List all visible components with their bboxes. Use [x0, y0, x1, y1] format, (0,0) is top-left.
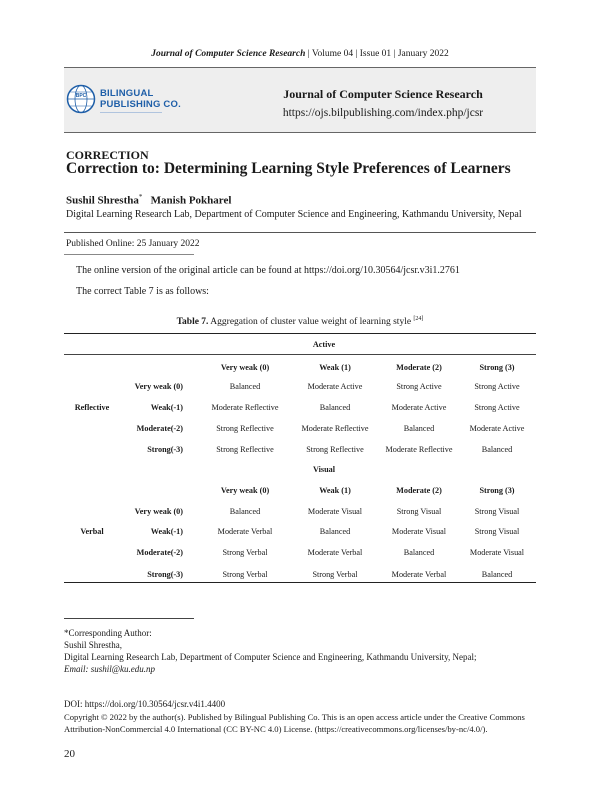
author-2: Manish Pokharel	[150, 194, 232, 207]
group2-table-cell: Balanced	[481, 570, 513, 579]
group2-table-cell: Moderate Visual	[391, 527, 447, 536]
page-number: 20	[64, 748, 75, 760]
logo-text-line1: BILINGUAL	[100, 88, 154, 99]
footnote-rule	[64, 618, 194, 619]
running-head-details: | Volume 04 | Issue 01 | January 2022	[305, 49, 449, 59]
group1-table-cell: Moderate Reflective	[211, 403, 279, 412]
group2-table-cell: Moderate Verbal	[217, 527, 273, 536]
group1-title: Active	[312, 340, 336, 349]
journal-title: Journal of Computer Science Research	[283, 87, 483, 101]
group2-column-header: Weak (1)	[319, 486, 351, 495]
group1-table-cell: Strong Reflective	[306, 445, 364, 454]
group1-row-label: Strong(-3)	[147, 445, 183, 454]
group1-axis-label: Reflective	[74, 403, 110, 412]
article-title: Correction to: Determining Learning Style Preferences of Learners	[66, 160, 511, 177]
published-date: Published Online: 25 January 2022	[66, 239, 200, 249]
group2-table-cell: Strong Verbal	[312, 570, 358, 579]
group2-column-header: Strong (3)	[479, 486, 515, 495]
author-1: Sushil Shrestha	[66, 194, 139, 207]
group1-column-header: Very weak (0)	[220, 363, 270, 372]
group1-row-label: Moderate(-2)	[136, 424, 183, 433]
group2-table-cell: Strong Verbal	[222, 570, 268, 579]
group1-table-cell: Strong Active	[474, 403, 520, 412]
footnote-email[interactable]	[64, 664, 155, 674]
group1-table-cell: Strong Reflective	[216, 424, 274, 433]
group2-table-cell: Moderate Verbal	[391, 570, 447, 579]
group2-row-label: Strong(-3)	[147, 570, 183, 579]
group1-table-cell: Moderate Reflective	[385, 445, 453, 454]
group2-table-cell: Strong Visual	[474, 507, 520, 516]
article-type-label: CORRECTION	[66, 148, 149, 162]
table-caption-label: Table 7.	[176, 317, 209, 328]
group2-column-header: Very weak (0)	[220, 486, 270, 495]
group2-row-label: Moderate(-2)	[136, 548, 183, 557]
group1-table-cell: Balanced	[481, 445, 513, 454]
logo-text-line2: PUBLISHING CO.	[100, 99, 181, 110]
journal-url[interactable]: https://ojs.bilpublishing.com/index.php/jcsr	[282, 107, 484, 119]
group2-table-cell: Moderate Visual	[307, 507, 363, 516]
group1-table-cell: Balanced	[319, 403, 351, 412]
group2-row-label: Weak(-1)	[150, 527, 183, 536]
group2-axis-label: Verbal	[80, 527, 104, 536]
group2-table-cell: Balanced	[229, 507, 261, 516]
group1-table-cell: Moderate Active	[391, 403, 447, 412]
group1-column-header: Strong (3)	[479, 363, 515, 372]
footnote-name: Sushil Shrestha,	[64, 640, 123, 650]
group1-table-cell: Moderate Reflective	[301, 424, 369, 433]
copyright-line-2: Attribution-NonCommercial 4.0 International (CC BY-NC 4.0) License. (https://creativecommons.org/licenses/by-nc/4.0/).	[64, 724, 488, 734]
body-paragraph-1: The online version of the original article can be found at https://doi.org/10.30564/jcsr.v3i1.2761	[76, 265, 460, 276]
group1-table-cell: Balanced	[403, 424, 435, 433]
group2-column-header: Moderate (2)	[396, 486, 442, 495]
group1-row-label: Weak(-1)	[150, 403, 183, 412]
copyright-line-1: Copyright © 2022 by the author(s). Published by Bilingual Publishing Co. This is an open access article under the Creative Commons	[64, 712, 525, 722]
table-caption-ref: [24]	[413, 316, 424, 322]
group1-table-cell: Moderate Active	[469, 424, 525, 433]
footnote-email-text[interactable]: Email: sushil@ku.edu.np	[64, 664, 156, 674]
group2-table-cell: Balanced	[319, 527, 351, 536]
group2-table-cell: Strong Visual	[396, 507, 442, 516]
group1-table-cell: Balanced	[229, 382, 261, 391]
corresponding-mark: *	[138, 193, 143, 201]
group2-title: Visual	[313, 465, 335, 474]
footnote-affiliation: Digital Learning Research Lab, Department of Computer Science and Engineering, Kathmandu University, Nepal;	[64, 652, 477, 662]
logo-mark: BPC	[75, 93, 87, 99]
body-paragraph-2: The correct Table 7 is as follows:	[76, 286, 209, 297]
group1-column-header: Moderate (2)	[396, 363, 442, 372]
group1-table-cell: Strong Active	[396, 382, 442, 391]
group2-table-cell: Balanced	[403, 548, 435, 557]
running-head-journal: Journal of Computer Science Research	[151, 49, 306, 59]
doi-line[interactable]: DOI: https://doi.org/10.30564/jcsr.v4i1.4400	[64, 699, 226, 709]
group2-table-cell: Strong Verbal	[222, 548, 268, 557]
group1-table-cell: Strong Active	[474, 382, 520, 391]
group1-table-cell: Strong Reflective	[216, 445, 274, 454]
group2-table-cell: Moderate Verbal	[307, 548, 363, 557]
group2-table-cell: Moderate Visual	[469, 548, 525, 557]
footnote-heading: *Corresponding Author:	[64, 628, 152, 638]
group2-table-cell: Strong Visual	[474, 527, 520, 536]
affiliation: Digital Learning Research Lab, Department of Computer Science and Engineering, Kathmandu University, Nepal	[66, 209, 522, 220]
group1-row-label: Very weak (0)	[134, 382, 183, 391]
group2-row-label: Very weak (0)	[134, 507, 183, 516]
table-caption-text: Aggregation of cluster value weight of learning style	[208, 317, 414, 328]
group1-column-header: Weak (1)	[319, 363, 351, 372]
group1-table-cell: Moderate Active	[307, 382, 363, 391]
